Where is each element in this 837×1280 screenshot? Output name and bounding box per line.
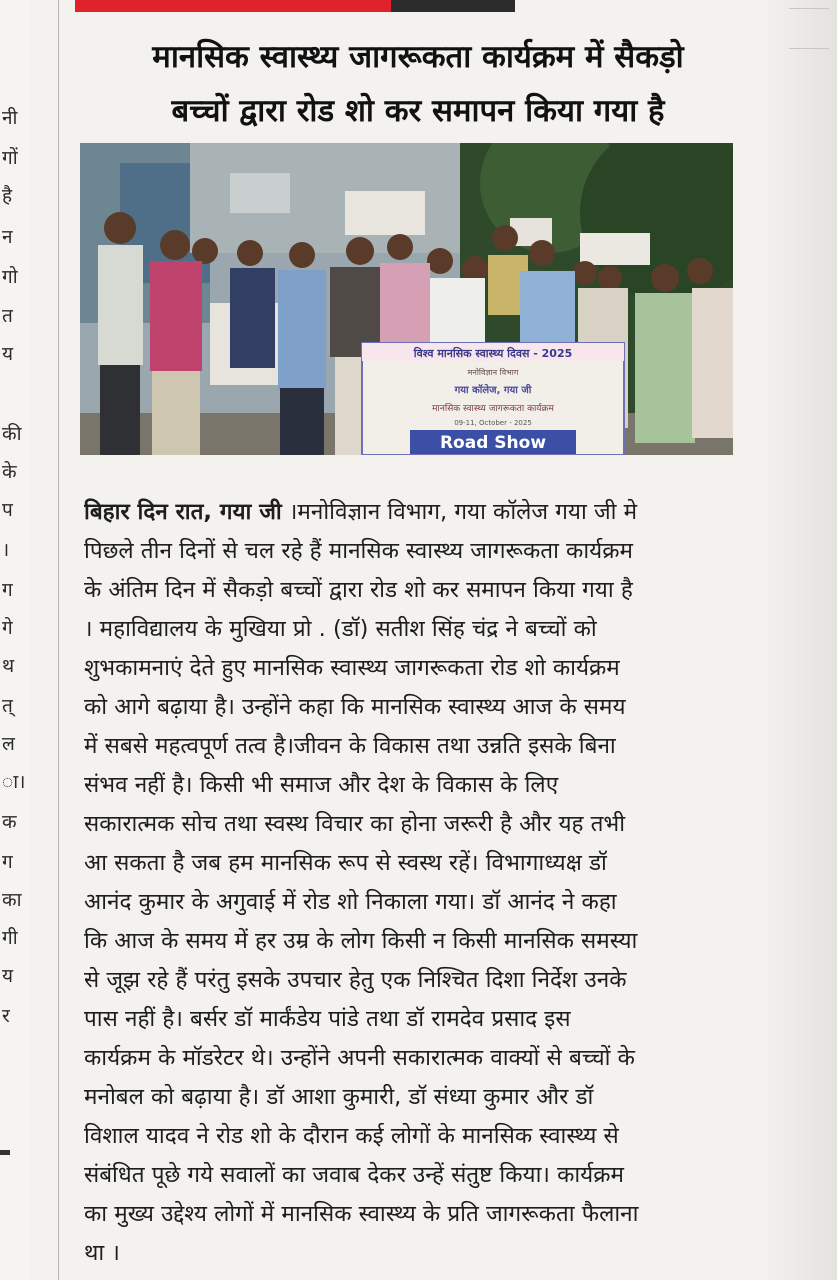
fragment: य [2,343,14,365]
fragment: र [2,1005,10,1027]
adjacent-column-fragments [0,0,30,1280]
fragment: । [2,539,10,561]
fragment: ग [2,851,13,873]
fragment: य [2,965,14,987]
fragment: नी [2,107,18,129]
banner-department: मनोविज्ञान विभाग [467,368,519,377]
article-body [84,493,744,1273]
article-line: कि आज के समय में हर उम्र के लोग किसी न किसी मानसिक समस्या [84,928,638,954]
article-line: पिछले तीन दिनों से चल रहे हैं मानसिक स्वास्थ्य जागरूकता कार्यक्रम [84,538,633,564]
fragment: के [2,461,17,483]
news-photo [80,143,733,455]
article-line: कार्यक्रम के मॉडरेटर थे। उन्होंने अपनी सकारात्मक वाक्यों से बच्चों के [84,1045,635,1071]
banner-program: मानसिक स्वास्थ्य जागरूकता कार्यक्रम [432,404,554,414]
article-line: संबंधित पूछे गये सवालों का जवाब देकर उन्हें संतुष्ट किया। कार्यक्रम [84,1162,624,1188]
article-line: आ सकता है जब हम मानसिक रूप से स्वस्थ रहें। विभागाध्यक्ष डॉ [84,850,607,876]
fragment: त् [2,695,13,717]
fragment: क [2,811,17,833]
article-line: का मुख्य उद्देश्य लोगों में मानसिक स्वास्थ्य के प्रति जागरूकता फैलाना [84,1201,639,1227]
article-line: के अंतिम दिन में सैकड़ो बच्चों द्वारा रोड शो कर समापन किया गया है [84,577,633,603]
banner-road-show: Road Show [439,433,547,453]
article-line: सकारात्मक सोच तथा स्वस्थ विचार का होना जरूरी है और यह तभी [84,811,626,837]
article-line: संभव नहीं है। किसी भी समाज और देश के विकास के लिए [84,772,559,798]
fragment: थ [2,655,15,677]
article-line: में सबसे महत्वपूर्ण तत्व है।जीवन के विकास तथा उन्नति इसके बिना [84,733,616,759]
article-line: शुभकामनाएं देते हुए मानसिक स्वास्थ्य जागरूकता रोड शो कार्यक्रम [84,655,620,681]
dateline: बिहार दिन रात, गया जी [84,499,282,525]
column-divider [58,0,59,1280]
article-line: आनंद कुमार के अगुवाई में रोड शो निकाला गया। डॉ आनंद ने कहा [84,889,617,915]
banner-dates: 09-11, October - 2025 [454,419,532,427]
header-bar-dark [391,0,515,12]
fragment: प [2,499,13,521]
article-line: से जूझ रहे हैं परंतु इसके उपचार हेतु एक निश्चित दिशा निर्देश उनके [84,967,627,993]
article-line: बिहार दिन रात, गया जी ।मनोविज्ञान विभाग, गया कॉलेज गया जी मे [84,499,638,525]
fragment: गो [2,266,18,288]
page-edge [762,0,837,1280]
fragment: का [2,889,22,911]
fragment: है [2,185,13,207]
fragment: की [2,423,22,445]
fragment: त [2,305,13,327]
article-line: को आगे बढ़ाया है। उन्होंने कहा कि मानसिक स्वास्थ्य आज के समय [84,694,626,720]
header-bar-red [75,0,391,12]
fragment: न [2,226,13,248]
headline-line-2: बच्चों द्वारा रोड शो कर समापन किया गया है [171,93,665,129]
banner-title: विश्व मानसिक स्वास्थ्य दिवस - 2025 [413,347,573,360]
article-line: विशाल यादव ने रोड शो के दौरान कई लोगों के मानसिक स्वास्थ्य से [84,1123,619,1149]
column-rule-mark [0,1150,10,1155]
fragment: गों [2,147,18,169]
fragment: ल [2,733,15,755]
banner-college: गया कॉलेज, गया जी [454,385,532,396]
fragment: गे [2,617,13,639]
article-line: । महाविद्यालय के मुखिया प्रो . (डॉ) सतीश सिंह चंद्र ने बच्चों को [84,616,597,642]
headline [78,30,758,138]
article-line: मनोबल को बढ़ाया है। डॉ आशा कुमारी, डॉ संध्या कुमार और डॉ [84,1084,594,1110]
headline-line-1: मानसिक स्वास्थ्य जागरूकता कार्यक्रम में सैकड़ो [152,39,684,75]
article-line: पास नहीं है। बर्सर डॉ मार्कंडेय पांडे तथा डॉ रामदेव प्रसाद इस [84,1006,571,1032]
article-line: था । [84,1240,120,1266]
fragment: ा। [2,771,26,793]
fragment: गी [2,927,18,949]
fragment: ग [2,579,13,601]
section-header-bar [75,0,515,12]
